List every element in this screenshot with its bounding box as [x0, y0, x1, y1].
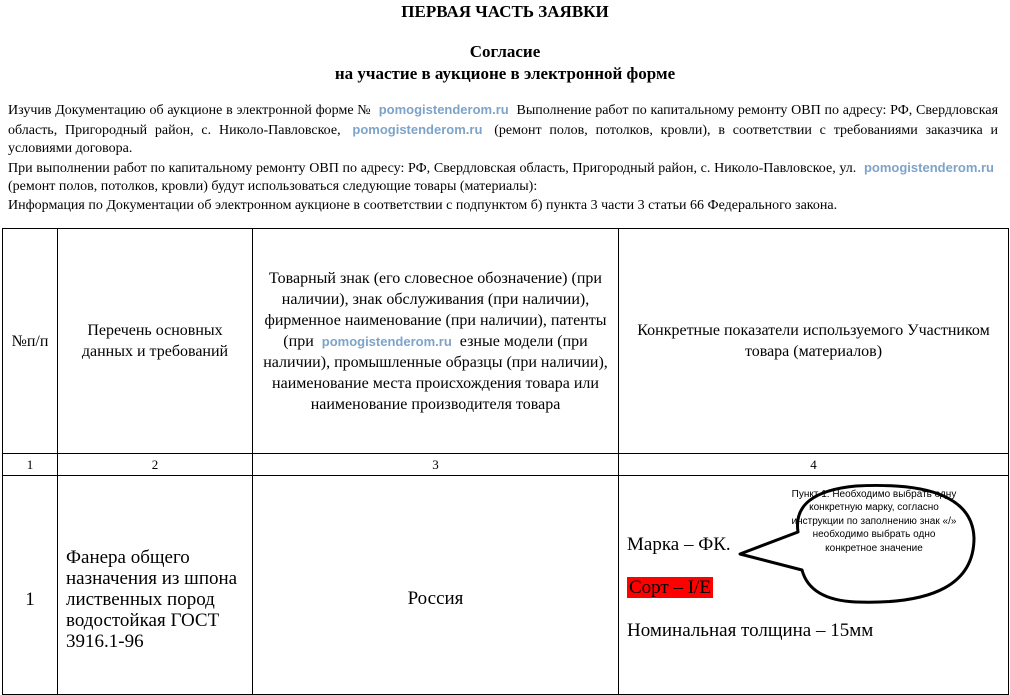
sort-value-highlighted: Сорт – I/E [629, 576, 711, 598]
consent-heading-line1: Согласие [469, 42, 541, 61]
table-header-row [3, 229, 1009, 454]
header-trademark [253, 229, 619, 454]
callout-text: Пункт 1: Необходимо выбрать одну конкретную марку, согласно инструкции по заполнению знак «/» необходимо выбрать одно конкретное значение [791, 489, 957, 554]
materials-table [2, 228, 1009, 695]
watermark: pomogistenderom.ru [352, 121, 483, 137]
watermark: pomogistenderom.ru [378, 102, 509, 117]
header-trademark-part-a: Товарный знак (его словесное обозначение) (при наличии), знак обслуживания (при наличии), фирменное наименование (при наличии), патенты (при [264, 269, 607, 350]
intro-p2-part-a: При выполнении работ по капитальному ремонту ОВП по адресу: РФ, Свердловская область, Пригородный район, с. Николо-Павловское, ул. [8, 160, 857, 176]
header-trademark-part-b: езные модели (при наличии), промышленные образцы (при наличии), наименование места происхождения товара или наименование производителя товара [263, 332, 608, 413]
column-number: 2 [58, 454, 253, 476]
material-origin: Россия [253, 476, 619, 695]
thickness-value: Номинальная толщина – 15мм [627, 619, 874, 641]
consent-heading [0, 41, 1010, 85]
column-number: 1 [3, 454, 58, 476]
row-number: 1 [3, 476, 58, 695]
material-name: Фанера общего назначения из шпона лиственных пород водостойкая ГОСТ 3916.1-96 [58, 476, 253, 695]
mark-value: Марка – ФК. [627, 533, 731, 555]
watermark: pomogistenderom.ru [863, 159, 994, 175]
intro-paragraph-3: Информация по Документации об электронном аукционе в соответствии с подпунктом б) пункта 3 части 3 статьи 66 Федерального закона. [8, 197, 838, 213]
column-number: 3 [253, 454, 619, 476]
intro-p1-part-c: (ремонт полов, потолков, кровли), в соответствии с требованиями заказчика и условиями договора. [8, 122, 998, 157]
header-requirements: Перечень основных данных и требований [58, 229, 253, 454]
intro-p1-part-b: Выполнение работ по капитальному ремонту ОВП по адресу: РФ, Свердловская область, Пригородный район, с. Николо-Павловское, [8, 103, 999, 138]
consent-heading-line2: на участие в аукционе в электронной форме [334, 64, 676, 83]
intro-paragraph-2 [8, 159, 998, 197]
watermark: pomogistenderom.ru [318, 334, 456, 349]
header-number: №п/п [3, 229, 58, 454]
column-number: 4 [619, 454, 1009, 476]
intro-text [8, 101, 998, 216]
column-numbers-row [3, 454, 1009, 476]
intro-p2-part-b: (ремонт полов, потолков, кровли) будут использоваться следующие товары (материалы): [8, 179, 538, 195]
page-title: ПЕРВАЯ ЧАСТЬ ЗАЯВКИ [401, 2, 609, 21]
header-indicators: Конкретные показатели используемого Участником товара (материалов) [619, 229, 1009, 454]
intro-paragraph-1 [8, 101, 998, 159]
intro-p1-part-a: Изучив Документацию об аукционе в электронной форме № [8, 103, 371, 118]
